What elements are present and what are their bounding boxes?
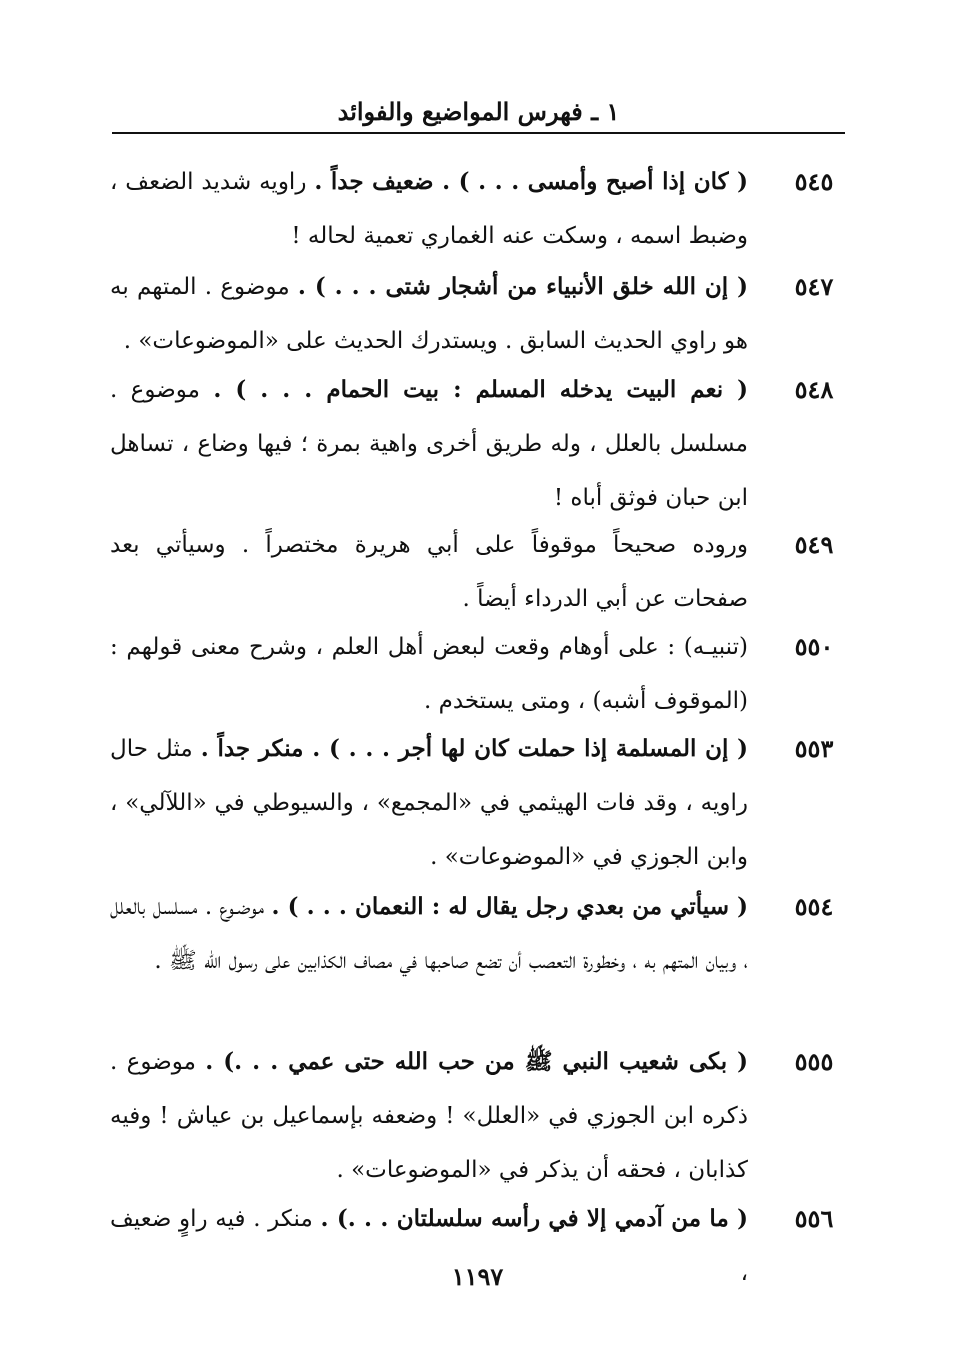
- entry-hadith-lead: ( نعم البيت يدخله المسلم : بيت الحمام . . . ) .: [213, 376, 748, 403]
- entry-number: ٥٤٧: [794, 272, 834, 301]
- entry-hadith-lead: ( إن المسلمة إذا حملت كان لها أجر . . . ) . منكر جداً .: [200, 735, 749, 762]
- entry-commentary: وروده صحيحاً موقوفاً على أبي هريرة مختصراً . وسيأتي بعد صفحات عن أبي الدرداء أيضاً .: [110, 532, 748, 612]
- entry-commentary: مثل حال راويه ، وقد فات الهيثمي في «المجمع» ، والسيوطي في «اللآلي» ، وابن الجوزي في «الموضوعات» .: [110, 736, 748, 870]
- entry-number: ٥٥٥: [794, 1047, 834, 1076]
- entry-text: [110, 363, 748, 525]
- page-number: ١١٩٧: [451, 1262, 504, 1291]
- entry-text: [110, 518, 748, 626]
- entry-commentary: موضوع . مسلسل بالعلل ، وله طريق أخرى واهية بمرة ؛ فيها وضاع ، تساهل ابن حبان فوثق أباه !: [110, 377, 748, 511]
- entry-number: ٥٤٨: [794, 375, 834, 404]
- entry-number: ٥٥٣: [794, 734, 834, 763]
- entry-text: [110, 722, 748, 884]
- entry-hadith-lead: ( ما من آدمي إلا في رأسه سلسلتان . . .) .: [320, 1205, 748, 1232]
- entry-hadith-lead: ( إن الله خلق الأنبياء من أشجار شتى . . . ) .: [297, 273, 749, 300]
- page-header-title: ١ ـ فهرس المواضيع والفوائد: [337, 97, 620, 126]
- entry-text: [110, 620, 748, 728]
- entry-commentary: (تنبيـه) : على أوهام وقعت لبعض أهل العلم ، وشرح معنى قولهم : (الموقوف أشبه) ، ومتى يستخدم .: [110, 634, 748, 714]
- entry-number: ٥٥٦: [794, 1204, 834, 1233]
- entry-number: ٥٤٩: [794, 530, 834, 559]
- entry-hadith-lead: ( بكى شعيب النبي ﷺ من حب الله حتى عمي . . .) .: [205, 1048, 749, 1075]
- entry-commentary: موضـوع . مسلسل بالعلل ، وبيان المتهم به ، وخطورة التعصب أن تضع صاحبها في مصاف الكذابين على رسول الله ﷺ .: [110, 894, 748, 974]
- entry-number: ٥٥٤: [794, 892, 834, 921]
- entry-hadith-lead: ( سيأتي من بعدي رجل يقال له : النعمان . . . ) .: [271, 893, 748, 920]
- entry-commentary: منكر . فيه راوٍ ضعيف ،: [110, 1206, 748, 1286]
- entry-text: [110, 155, 748, 263]
- header-divider: [112, 132, 845, 134]
- entry-commentary: موضوع . ذكره ابن الجوزي في «العلل» ! وضعفه بإسماعيل بن عياش ! وفيه كذابان ، فحقه أن يذكر في «الموضوعات» .: [110, 1049, 748, 1183]
- entry-text: [110, 260, 748, 368]
- entry-commentary: موضوع . المتهم به هو راوي الحديث السابق . ويستدرك الحديث على «الموضوعات» .: [110, 274, 748, 354]
- entry-text: [110, 880, 748, 988]
- entry-commentary: راويه شديد الضعف ، وضبط اسمه ، وسكت عنه الغماري تعمية لحاله !: [110, 169, 748, 249]
- entry-number: ٥٤٥: [794, 167, 834, 196]
- entry-hadith-lead: ( كان إذا أصبح وأمسى . . . ) . ضعيف جداً .: [314, 168, 749, 195]
- entry-text: [110, 1035, 748, 1197]
- entry-number: ٥٥٠: [794, 632, 834, 661]
